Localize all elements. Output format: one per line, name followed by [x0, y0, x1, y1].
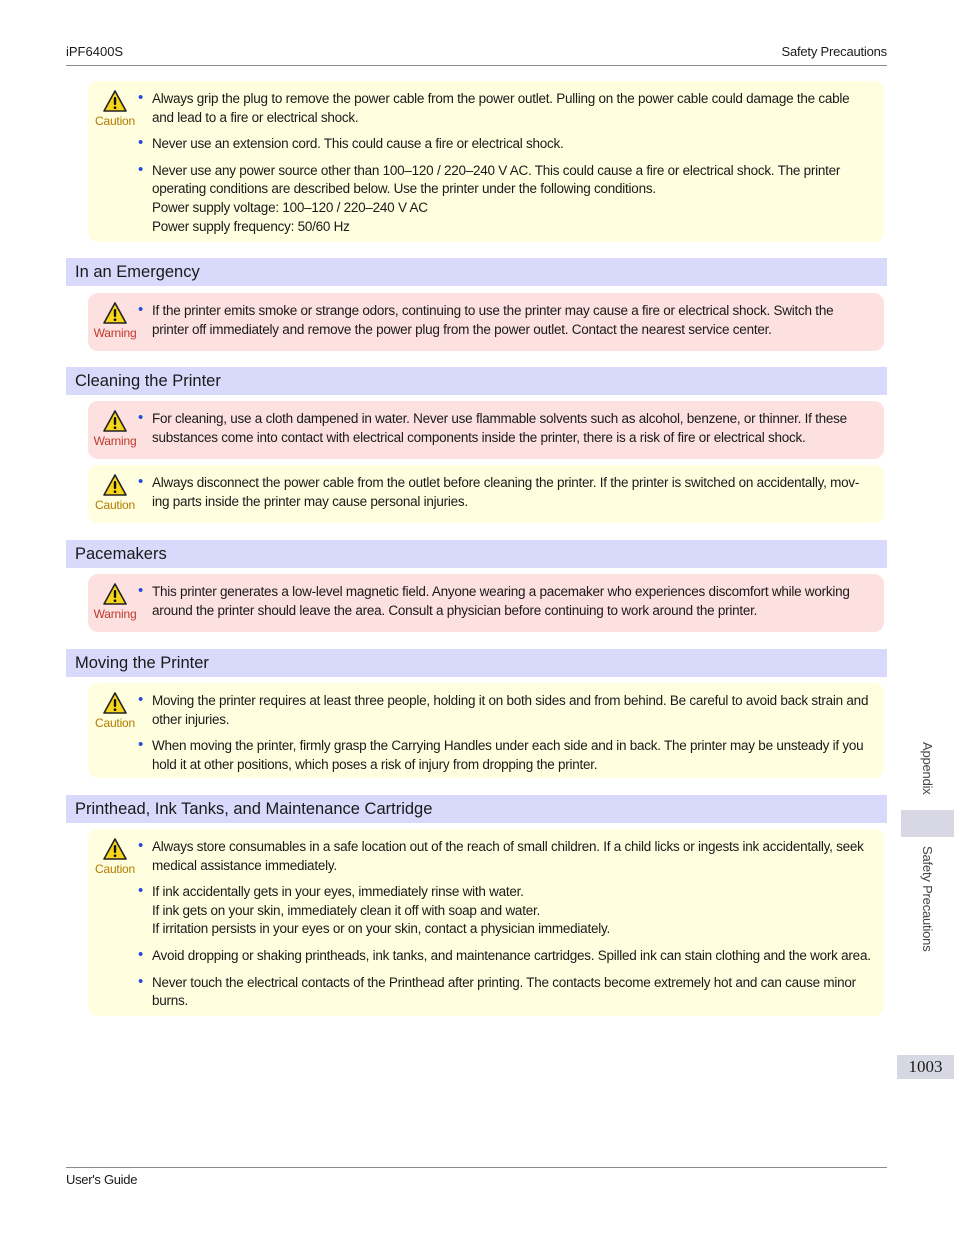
list-item: [138, 135, 876, 154]
caution-label: Caution: [95, 498, 135, 512]
list-item: [138, 974, 876, 1011]
section-heading-cleaning: [66, 367, 887, 395]
list-item: [138, 474, 876, 511]
warning-triangle-icon: [88, 89, 142, 113]
list-item: [138, 302, 876, 339]
warning-box-pacemakers: [88, 574, 884, 632]
warning-label: Warning: [93, 607, 137, 621]
caution-label: Caution: [95, 114, 135, 128]
warning-label: Warning: [93, 326, 137, 340]
side-nav-current-marker: [901, 810, 954, 837]
section-heading-pacemakers: [66, 540, 887, 568]
section-title: Printhead, Ink Tanks, and Maintenance Cartridge: [75, 800, 433, 818]
list-item-line: • Avoid dropping or shaking printheads, ink tanks, and maintenance cartridges. Spilled ink can stain clothing and the work area.: [152, 947, 871, 963]
header-model: iPF6400S: [66, 44, 124, 59]
list-item-line: • If the printer emits smoke or strange odors, continuing to use the printer may cause a fire or electrical shock. Switch the: [152, 303, 834, 318]
list-item-line: operating conditions are described below. Use the printer under the following conditions.: [152, 181, 656, 197]
section-title: Pacemakers: [75, 545, 167, 563]
section-heading-moving: [66, 649, 887, 677]
section-heading-printhead: [66, 795, 887, 823]
header-section: Safety Precautions: [781, 44, 887, 59]
list-item-line: • Always disconnect the power cable from the outlet before cleaning the printer. If the printer is switched on accidentally, mov-: [152, 475, 860, 490]
caution-indicator: [88, 691, 142, 730]
section-title: In an Emergency: [75, 263, 200, 281]
caution-box-cleaning: [88, 465, 884, 523]
warning-label: Warning: [93, 434, 137, 448]
warning-indicator: [88, 582, 142, 621]
list-item-line: • For cleaning, use a cloth dampened in water. Never use flammable solvents such as alcohol, benzene, or thinner. If these: [152, 411, 847, 426]
list-item-line: • Always grip the plug to remove the power cable from the power outlet. Pulling on the power cable could damage the cable: [152, 91, 850, 106]
side-nav-chapter[interactable]: [901, 727, 954, 807]
list-item-line: other injuries.: [152, 711, 230, 727]
caution-indicator: [88, 837, 142, 876]
caution-indicator: [88, 473, 142, 512]
warning-indicator: [88, 301, 142, 340]
warning-indicator: [88, 409, 142, 448]
warning-triangle-icon: [88, 473, 142, 497]
list-item-line: and lead to a fire or electrical shock.: [152, 109, 359, 125]
list-item-line: • Never use an extension cord. This could cause a fire or electrical shock.: [152, 136, 564, 152]
caution-list: [138, 692, 876, 774]
list-item-line: hold it at other positions, which poses a risk of injury from dropping the printer.: [152, 756, 598, 772]
caution-box-moving: [88, 683, 884, 778]
list-item: [138, 410, 876, 447]
caution-list: [138, 90, 876, 236]
section-title: Cleaning the Printer: [75, 372, 221, 390]
list-item-line: around the printer should leave the area. Consult a physician before continuing to work around the printer.: [152, 602, 758, 618]
warning-box-emergency: [88, 293, 884, 351]
caution-box-printhead: [88, 829, 884, 1016]
list-item-line: • If ink accidentally gets in your eyes, immediately rinse with water.: [152, 884, 524, 900]
caution-list: [138, 474, 876, 511]
list-item-line: • Moving the printer requires at least three people, holding it on both sides and from behind. Be careful to avoid back strain and: [152, 693, 869, 708]
list-item-line: printer off immediately and remove the power plug from the power outlet. Contact the nearest service center.: [152, 321, 772, 337]
warning-list: [138, 583, 876, 620]
side-nav-chapter-label: Appendix: [920, 742, 935, 795]
header-rule: [66, 65, 887, 66]
list-item: [138, 583, 876, 620]
caution-indicator: [88, 89, 142, 128]
list-item: [138, 162, 876, 236]
warning-triangle-icon: [88, 837, 142, 861]
list-item-line: • Never use any power source other than 100–120 / 220–240 V AC. This could cause a fire or electrical shock. The printer: [152, 162, 841, 178]
list-item-line: If irritation persists in your eyes or on your skin, contact a physician immediately.: [152, 921, 610, 937]
warning-box-cleaning: [88, 401, 884, 459]
list-item-line: • Never touch the electrical contacts of the Printhead after printing. The contacts become extremely hot and can cause minor: [152, 974, 856, 990]
list-item: [138, 947, 876, 966]
list-item-line: • When moving the printer, firmly grasp the Carrying Handles under each side and in back. The printer may be unsteady if you: [152, 738, 864, 754]
caution-label: Caution: [95, 862, 135, 876]
caution-label: Caution: [95, 716, 135, 730]
list-item-line: Power supply voltage: 100–120 / 220–240 V AC: [152, 199, 428, 215]
list-item-line: substances come into contact with electrical components inside the printer, there is a risk of fire or electrical shock.: [152, 429, 806, 445]
side-nav-section[interactable]: [901, 838, 954, 963]
warning-triangle-icon: [88, 582, 142, 606]
caution-list: [138, 838, 876, 1011]
list-item-line: If ink gets on your skin, immediately clean it off with soap and water.: [152, 902, 540, 918]
warning-triangle-icon: [88, 409, 142, 433]
list-item: [138, 838, 876, 875]
list-item-line: medical assistance immediately.: [152, 857, 337, 873]
list-item-line: • Always store consumables in a safe location out of the reach of small children. If a child licks or ingests ink accidentally, seek: [152, 839, 864, 854]
warning-triangle-icon: [88, 301, 142, 325]
section-heading-emergency: [66, 258, 887, 286]
footer-rule: [66, 1167, 887, 1168]
list-item: [138, 90, 876, 127]
page-number: 1003: [897, 1055, 954, 1079]
caution-box-power: [88, 81, 884, 242]
list-item: [138, 883, 876, 939]
list-item: [138, 737, 876, 774]
side-nav-section-label: Safety Precautions: [920, 846, 935, 952]
warning-triangle-icon: [88, 691, 142, 715]
footer-guide: User's Guide: [66, 1172, 138, 1187]
list-item-line: burns.: [152, 993, 189, 1009]
list-item: [138, 692, 876, 729]
warning-list: [138, 410, 876, 447]
list-item-line: ing parts inside the printer may cause personal injuries.: [152, 493, 468, 509]
warning-list: [138, 302, 876, 339]
section-title: Moving the Printer: [75, 654, 209, 672]
list-item-line: Power supply frequency: 50/60 Hz: [152, 218, 350, 234]
list-item-line: • This printer generates a low-level magnetic field. Anyone wearing a pacemaker who experiences discomfort while working: [152, 584, 850, 599]
